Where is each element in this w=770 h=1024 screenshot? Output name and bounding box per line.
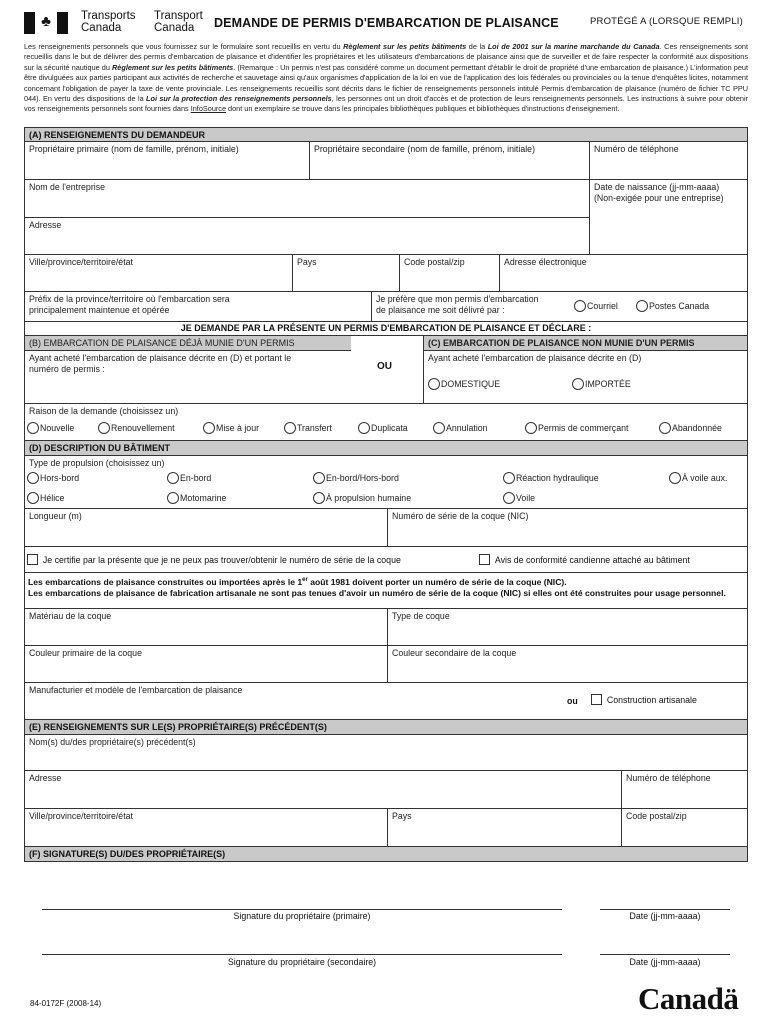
radio-icon[interactable] — [669, 472, 681, 484]
reason-renewal[interactable]: Renouvellement — [98, 422, 175, 434]
province-prefix-field[interactable]: Préfix de la province/territoire où l'embarcation sera principalement maintenue et opérée — [29, 294, 230, 315]
propulsion-sail[interactable]: Voile — [503, 492, 535, 504]
protected-label: PROTÉGÉ A (LORSQUE REMPLI) — [590, 16, 744, 27]
or-small-label: ou — [567, 696, 578, 706]
propulsion-aux-sail[interactable]: À voile aux. — [669, 472, 727, 484]
reason-new[interactable]: Nouvelle — [27, 422, 74, 434]
radio-icon[interactable] — [203, 422, 215, 434]
radio-icon[interactable] — [525, 422, 537, 434]
reason-duplicate[interactable]: Duplicata — [358, 422, 408, 434]
delivery-preference: Je préfère que mon permis d'embarcation de plaisance me soit délivré par : Courriel Postes Canada — [371, 292, 747, 321]
row-company — [25, 180, 747, 218]
section-c-header: (C) EMBARCATION DE PLAISANCE NON MUNIE D'UN PERMIS — [424, 336, 747, 351]
section-e-header: (E) RENSEIGNEMENTS SUR LE(S) PROPRIÉTAIRE(S) PRÉCÉDENT(S) — [24, 720, 748, 735]
row-prefix — [25, 292, 747, 322]
previous-city-field[interactable]: Ville/province/territoire/état — [29, 811, 133, 821]
dob-field-continued — [589, 218, 747, 254]
radio-icon[interactable] — [167, 472, 179, 484]
row-material — [25, 609, 747, 646]
or-label: OU — [377, 361, 392, 372]
previous-address-field[interactable]: Adresse — [29, 773, 62, 783]
primary-owner-field[interactable]: Propriétaire primaire (nom de famille, prénom, initiale) — [29, 144, 239, 154]
row-prev-names — [25, 735, 747, 771]
row-prev-address — [25, 771, 747, 809]
row-color — [25, 646, 747, 683]
signature-line-secondary[interactable] — [42, 954, 562, 955]
date-line-secondary[interactable] — [600, 954, 730, 955]
form-header — [24, 10, 748, 38]
row-reason — [25, 404, 747, 441]
previous-country-field[interactable]: Pays — [387, 809, 621, 846]
radio-icon[interactable] — [503, 472, 515, 484]
radio-icon[interactable] — [27, 492, 39, 504]
reason-dealer[interactable]: Permis de commerçant — [525, 422, 628, 434]
propulsion-human[interactable]: À propulsion humaine — [313, 492, 411, 504]
radio-icon[interactable] — [503, 492, 515, 504]
secondary-owner-field[interactable]: Propriétaire secondaire (nom de famille, prénom, initiale) — [309, 142, 589, 179]
checkbox-icon[interactable] — [479, 554, 490, 565]
hin-notice: Les embarcations de plaisance construites ou importées après le 1er août 1981 doivent porter un numéro de série de la coque (NIC). Les embarcations de plaisance de fabrication artisanale ne sont pas tenues d'avoir un numéro de série de la coque (NIC) si elles ont été construites pour usage personnel. — [25, 573, 747, 609]
row-owners — [25, 142, 747, 180]
length-field[interactable]: Longueur (m) — [29, 511, 82, 521]
certify-checkbox-option[interactable]: Je certifie par la présente que je ne peux pas trouver/obtenir le numéro de série de la coque — [27, 554, 401, 566]
section-f-header: (F) SIGNATURE(S) DU/DES PROPRIÉTAIRE(S) — [24, 847, 748, 862]
radio-icon[interactable] — [659, 422, 671, 434]
dept-name-en: Transports Canada — [81, 10, 136, 34]
address-field[interactable]: Adresse — [29, 220, 62, 230]
hull-color-primary-field[interactable]: Couleur primaire de la coque — [29, 648, 142, 658]
hull-type-field[interactable]: Type de coque — [387, 609, 747, 645]
propulsion-propeller[interactable]: Hélice — [27, 492, 64, 504]
declaration-banner: JE DEMANDE PAR LA PRÉSENTE UN PERMIS D'EMBARCATION DE PLAISANCE ET DÉCLARE : — [25, 322, 747, 336]
date-line-primary[interactable] — [600, 909, 730, 910]
radio-icon[interactable] — [313, 492, 325, 504]
radio-icon[interactable] — [98, 422, 110, 434]
section-c: (C) EMBARCATION DE PLAISANCE NON MUNIE D'UN PERMIS Ayant acheté l'embarcation de plaisance décrite en (D) DOMESTIQUE IMPORTÉE — [423, 336, 747, 403]
radio-icon[interactable] — [574, 300, 586, 312]
reason-group: Raison de la demande (choisissez un) Nouvelle Renouvellement Mise à jour Transfert Duplicata Annulation Permis de commerçant Abandonnée — [29, 406, 722, 433]
signature-label-secondary: Signature du propriétaire (secondaire) — [227, 957, 377, 967]
checkbox-icon[interactable] — [591, 694, 602, 705]
radio-icon[interactable] — [358, 422, 370, 434]
signature-label-primary: Signature du propriétaire (primaire) — [233, 911, 371, 921]
reason-abandoned[interactable]: Abandonnée — [659, 422, 722, 434]
reason-update[interactable]: Mise à jour — [203, 422, 259, 434]
country-field[interactable]: Pays — [292, 255, 399, 291]
make-model-field[interactable]: Manufacturier et modèle de l'embarcation de plaisance — [29, 685, 243, 695]
propulsion-group: Type de propulsion (choisissez un) Hors-bord En-bord En-bord/Hors-bord Réaction hydraulique À voile aux. Hélice Motomarine À propulsion humaine Voile — [29, 458, 728, 503]
propulsion-pwc[interactable]: Motomarine — [167, 492, 226, 504]
postal-field[interactable]: Code postal/zip — [399, 255, 499, 291]
propulsion-inboard[interactable]: En-bord — [167, 472, 211, 484]
radio-icon[interactable] — [167, 492, 179, 504]
canada-wordmark: Canadä — [638, 981, 739, 1016]
radio-icon[interactable] — [636, 300, 648, 312]
infosource-link[interactable]: InfoSource — [190, 104, 227, 114]
checkbox-icon[interactable] — [27, 554, 38, 565]
radio-icon[interactable] — [572, 378, 584, 390]
section-b: (B) EMBARCATION DE PLAISANCE DÉJÀ MUNIE D'UN PERMIS Ayant acheté l'embarcation de plaisance décrite en (D) et portant le numéro de permis : — [25, 336, 351, 403]
row-city — [25, 255, 747, 292]
hin-field[interactable]: Numéro de série de la coque (NIC) — [387, 509, 747, 546]
privacy-notice: Les renseignements personnels que vous fournissez sur le formulaire sont recueillis en vertu du Règlement sur les petits bâtiments de la Loi de 2001 sur la marine marchande du Canada. Ces renseignements sont recueillis dans le but de délivrer des permis d'embarcation de plaisance et d'identifier les propriétaires et les utilisateurs d'embarcations de plaisance ainsi que de surveiller et de faire respecter la conformité aux dispositions sur la sécurité nautique du Règlement sur les petits bâtiments. (Remarque : Un permis n'est pas considéré comme un document permettant d'établir le droit de propriété d'une embarcation de plaisance.) L'information peut être divulguées aux parties participant aux activités de recherche et sauvetage ainsi qu'aux organismes d'application de la loi en vue de l'application des lois fédérales ou provinciales ou la tenue d'enquêtes licites, notamment concernant l'obligation de payer la taxe de vente provinciale. Les renseignements recueillis sont décrits dans le fichier de renseignements personnels intitulé Permis d'embarcation de plaisance (numéro de fichier TC PPU 044). En vertu des dispositions de la Loi sur la protection des renseignements personnels, les personnes ont un droit d'accès et de protection de leurs renseignements personnels. Les instructions à suivre pour obtenir vos renseignements personnels sont fournies dans InfoSource dont un exemplaire se trouve dans les principales bibliothèques publiques et bibliothèques d'instructions d'enseignement. — [24, 42, 749, 114]
section-a-header: (A) RENSEIGNEMENTS DU DEMANDEUR — [24, 127, 748, 142]
date-label-secondary: Date (jj-mm-aaaa) — [629, 957, 701, 967]
delivery-option-email[interactable]: Courriel — [574, 300, 618, 312]
origin-option-imported[interactable]: IMPORTÉE — [572, 378, 631, 390]
previous-postal-field[interactable]: Code postal/zip — [621, 809, 747, 846]
previous-phone-field[interactable]: Numéro de téléphone — [621, 771, 747, 808]
hull-color-secondary-field[interactable]: Couleur secondaire de la coque — [387, 646, 747, 682]
radio-icon[interactable] — [27, 472, 39, 484]
form-title: DEMANDE DE PERMIS D'EMBARCATION DE PLAISANCE — [214, 16, 559, 30]
row-propulsion — [25, 456, 747, 509]
row-certify — [25, 547, 747, 573]
signature-line-primary[interactable] — [42, 909, 562, 910]
row-length — [25, 509, 747, 547]
dept-name-fr: Transport Canada — [154, 10, 203, 34]
hull-material-field[interactable]: Matériau de la coque — [29, 611, 112, 621]
propulsion-outboard[interactable]: Hors-bord — [27, 472, 79, 484]
application-form — [24, 127, 748, 862]
company-field[interactable]: Nom de l'entreprise — [25, 180, 589, 218]
section-b-header: (B) EMBARCATION DE PLAISANCE DÉJÀ MUNIE D'UN PERMIS — [25, 336, 351, 351]
date-label-primary: Date (jj-mm-aaaa) — [629, 911, 701, 921]
compliance-checkbox-option[interactable]: Avis de conformité candienne attaché au bâtiment — [479, 554, 690, 566]
section-d-header: (D) DESCRIPTION DU BÂTIMENT — [24, 441, 748, 456]
origin-option-domestic[interactable]: DOMESTIQUE — [428, 378, 500, 390]
radio-icon[interactable] — [428, 378, 440, 390]
propulsion-sterndrive[interactable]: En-bord/Hors-bord — [313, 472, 399, 484]
radio-icon[interactable] — [27, 422, 39, 434]
dob-field[interactable]: Date de naissance (jj-mm-aaaa) (Non-exigée pour une entreprise) — [589, 180, 747, 218]
reason-cancel[interactable]: Annulation — [433, 422, 488, 434]
reason-transfer[interactable]: Transfert — [284, 422, 332, 434]
radio-icon[interactable] — [313, 472, 325, 484]
row-b-c — [25, 336, 747, 404]
email-field[interactable]: Adresse électronique — [499, 255, 747, 291]
row-address — [25, 218, 747, 255]
propulsion-jet[interactable]: Réaction hydraulique — [503, 472, 599, 484]
canada-flag-icon: ♣ — [24, 12, 68, 34]
homebuilt-checkbox-option[interactable]: Construction artisanale — [591, 694, 697, 706]
phone-field[interactable]: Numéro de téléphone — [589, 142, 747, 179]
row-make — [25, 683, 747, 720]
radio-icon[interactable] — [284, 422, 296, 434]
city-field[interactable]: Ville/province/territoire/état — [29, 257, 133, 267]
delivery-option-post[interactable]: Postes Canada — [636, 300, 709, 312]
previous-owners-field[interactable]: Nom(s) du/des propriétaire(s) précédent(s) — [29, 737, 196, 747]
row-prev-city — [25, 809, 747, 847]
radio-icon[interactable] — [433, 422, 445, 434]
form-number: 84-0172F (2008-14) — [30, 999, 102, 1008]
